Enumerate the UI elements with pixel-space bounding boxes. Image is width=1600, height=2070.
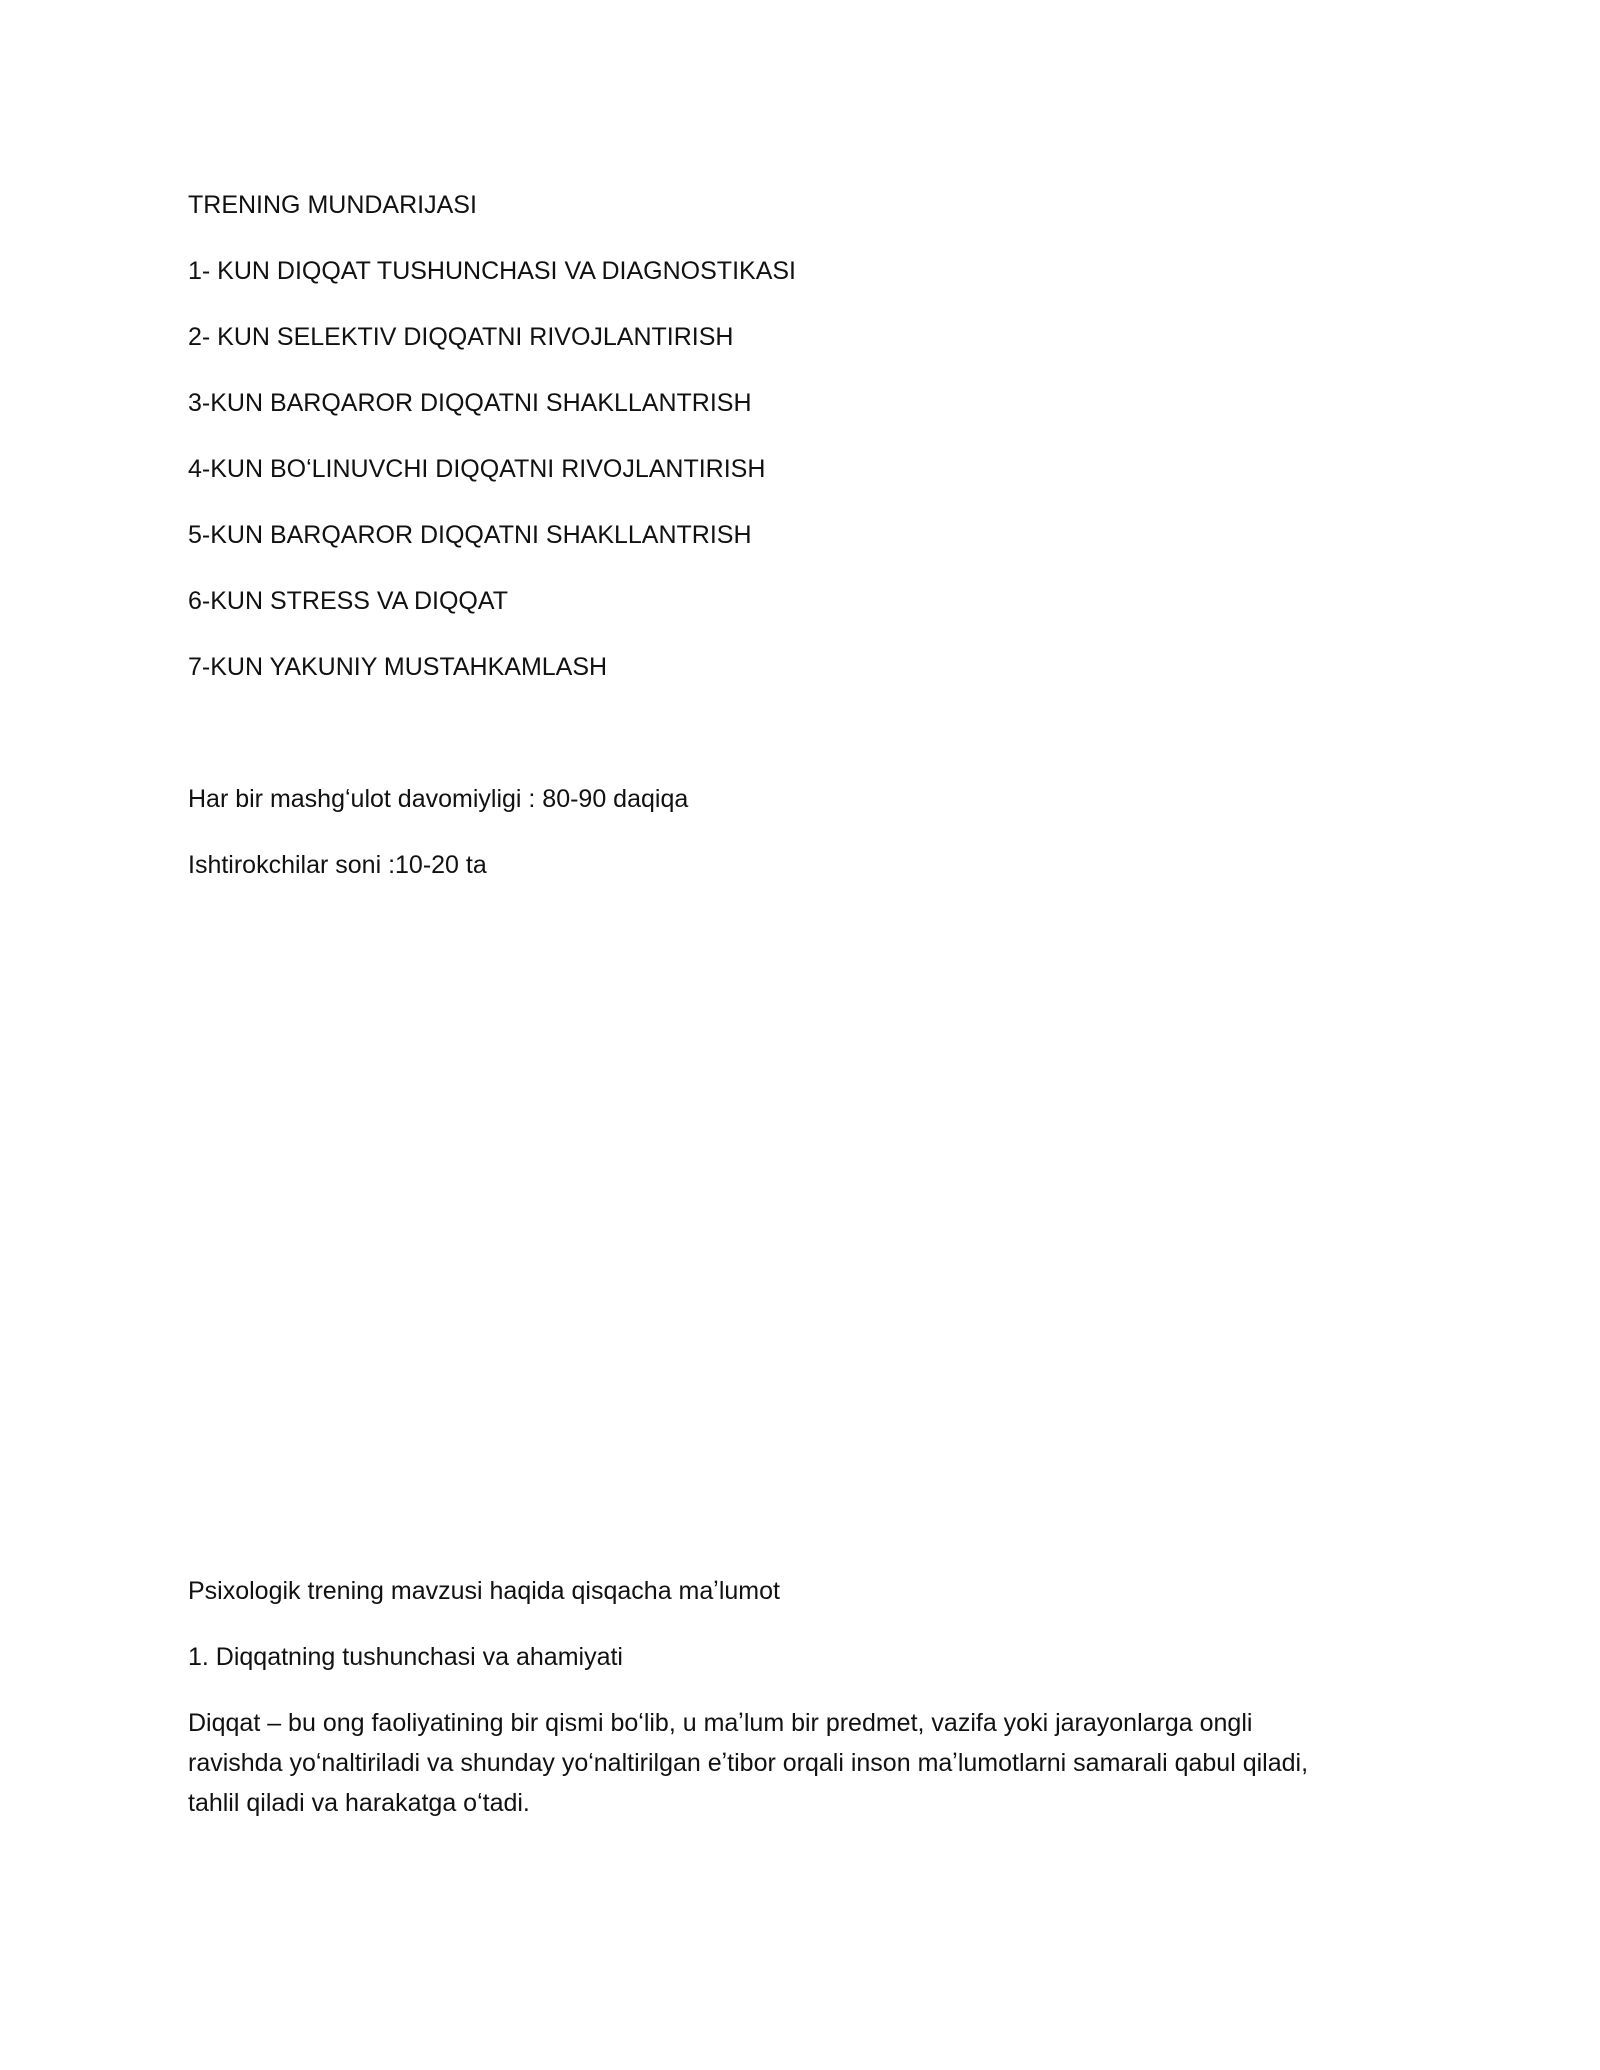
summary-paragraph	[188, 1703, 1428, 1823]
toc-item-7: 7-KUN YAKUNIY MUSTAHKAMLASH	[188, 653, 608, 681]
toc-item-5: 5-KUN BARQAROR DIQQATNI SHAKLLANTRISH	[188, 521, 752, 549]
participants-count: Ishtirokchilar soni :10-20 ta	[188, 851, 487, 879]
toc-item-2: 2- KUN SELEKTIV DIQQATNI RIVOJLANTIRISH	[188, 323, 734, 351]
paragraph-line-2: ravishda yoʻnaltiriladi va shunday yoʻnaltirilgan eʼtibor orqali inson maʼlumotlarni samarali qabul qiladi,	[188, 1749, 1309, 1777]
toc-item-3: 3-KUN BARQAROR DIQQATNI SHAKLLANTRISH	[188, 389, 752, 417]
toc-item-4: 4-KUN BOʻLINUVCHI DIQQATNI RIVOJLANTIRISH	[188, 455, 766, 483]
toc-item-1: 1- KUN DIQQAT TUSHUNCHASI VA DIAGNOSTIKASI	[188, 257, 796, 285]
toc-item-6: 6-KUN STRESS VA DIQQAT	[188, 587, 508, 615]
toc-title: TRENING MUNDARIJASI	[188, 191, 477, 219]
paragraph-line-3: tahlil qiladi va harakatga oʻtadi.	[188, 1789, 530, 1817]
session-duration: Har bir mashgʻulot davomiyligi : 80-90 daqiqa	[188, 785, 689, 813]
section-title: 1. Diqqatning tushunchasi va ahamiyati	[188, 1643, 623, 1671]
paragraph-line-1: Diqqat – bu ong faoliyatining bir qismi boʻlib, u maʼlum bir predmet, vazifa yoki jarayonlarga ongli	[188, 1709, 1253, 1737]
summary-heading: Psixologik trening mavzusi haqida qisqacha maʼlumot	[188, 1577, 780, 1605]
